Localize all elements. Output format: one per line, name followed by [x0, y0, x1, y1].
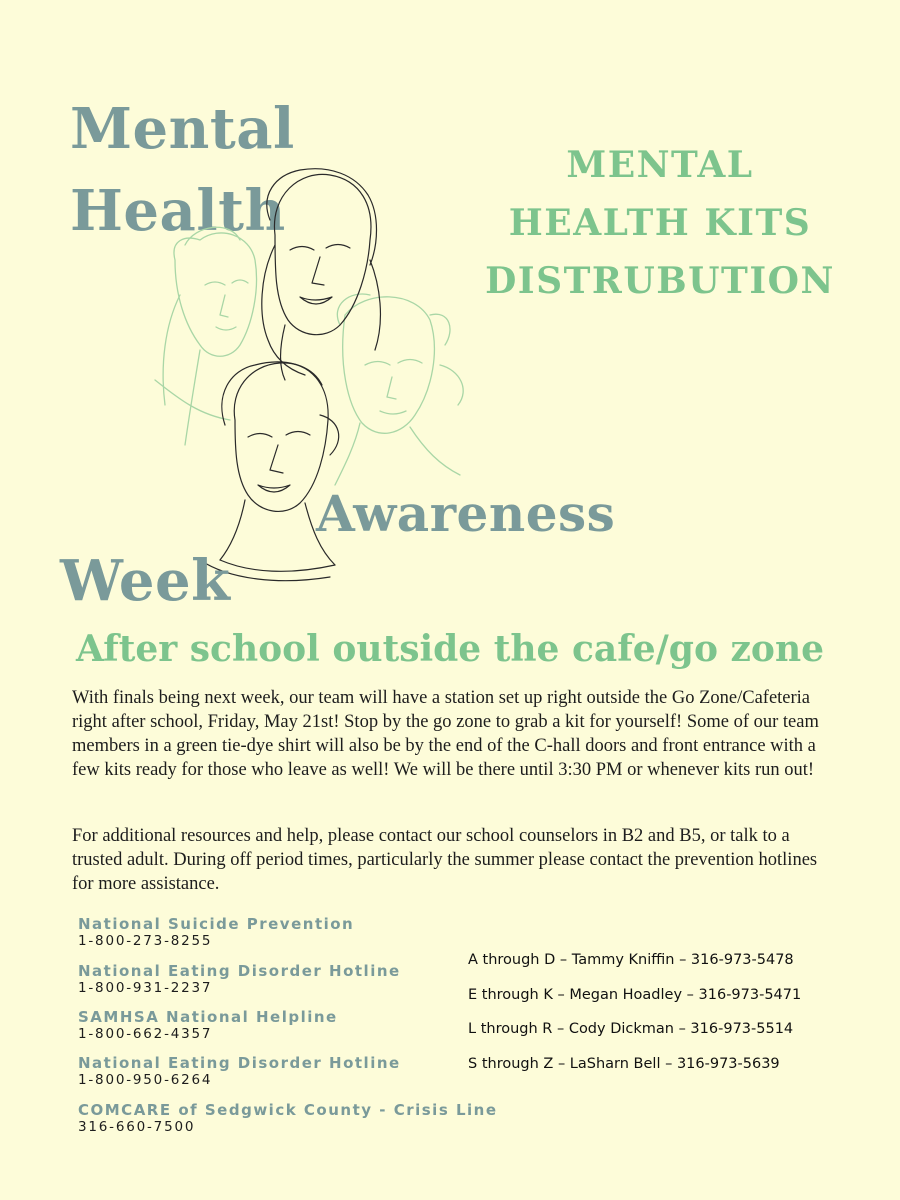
counselor-entry: A through D – Tammy Kniffin – 316-973-5478 — [468, 952, 794, 968]
title-word-mental: Mental — [70, 96, 295, 162]
title-word-week: Week — [60, 548, 231, 614]
counselor-entry: S through Z – LaSharn Bell – 316-973-5639 — [468, 1055, 780, 1072]
location-subtitle: After school outside the cafe/go zone — [75, 628, 825, 670]
hotline-entry — [78, 915, 354, 950]
hotline-number: 1-800-662-4357 — [78, 1026, 213, 1042]
hotline-name: National Eating Disorder Hotline — [78, 1054, 401, 1072]
hotline-number: 1-800-273-8255 — [78, 933, 213, 949]
hotline-name: National Eating Disorder Hotline — [78, 962, 401, 980]
title-word-awareness: Awareness — [316, 484, 616, 543]
hotline-number: 1-800-950-6264 — [78, 1072, 213, 1088]
hotline-number: 1-800-931-2237 — [78, 980, 213, 996]
resources-paragraph: For additional resources and help, please contact our school counselors in B2 and B5, or talk to a trusted adult. During off period times, particularly the summer please contact the prevention hotlines for more assistance. — [72, 826, 818, 894]
counselor-entry: L through R – Cody Dickman – 316-973-5514 — [468, 1021, 794, 1037]
counselor-list — [468, 948, 868, 1086]
hotline-entry — [78, 962, 401, 997]
hotline-entry — [78, 1054, 401, 1089]
kits-heading-line-1: MENTAL — [566, 144, 754, 186]
kits-distribution-heading — [470, 136, 850, 310]
event-details-paragraph: With finals being next week, our team will have a station set up right outside the Go Zone/Cafeteria right after school, Friday, May 21st! Stop by the go zone to grab a kit for yourself! Some of our team members in a green tie-dye shirt will also be by the end of the C-hall doors and front entrance with a few kits ready for those who leave as well! We will be there until 3:30 PM or whenever kits run out! — [72, 688, 819, 780]
hotline-number: 316-660-7500 — [78, 1119, 196, 1135]
kits-heading-line-3: DISTRUBUTION — [485, 260, 835, 302]
hotline-name: National Suicide Prevention — [78, 915, 355, 933]
title-word-health: Health — [70, 178, 286, 244]
hotline-name: SAMHSA National Helpline — [78, 1008, 338, 1026]
hotline-entry — [78, 1101, 498, 1136]
hotline-entry — [78, 1008, 338, 1043]
counselor-entry: E through K – Megan Hoadley – 316-973-5471 — [468, 986, 802, 1003]
hotline-name: COMCARE of Sedgwick County - Crisis Line — [78, 1101, 498, 1119]
kits-heading-line-2: HEALTH KITS — [508, 202, 812, 244]
